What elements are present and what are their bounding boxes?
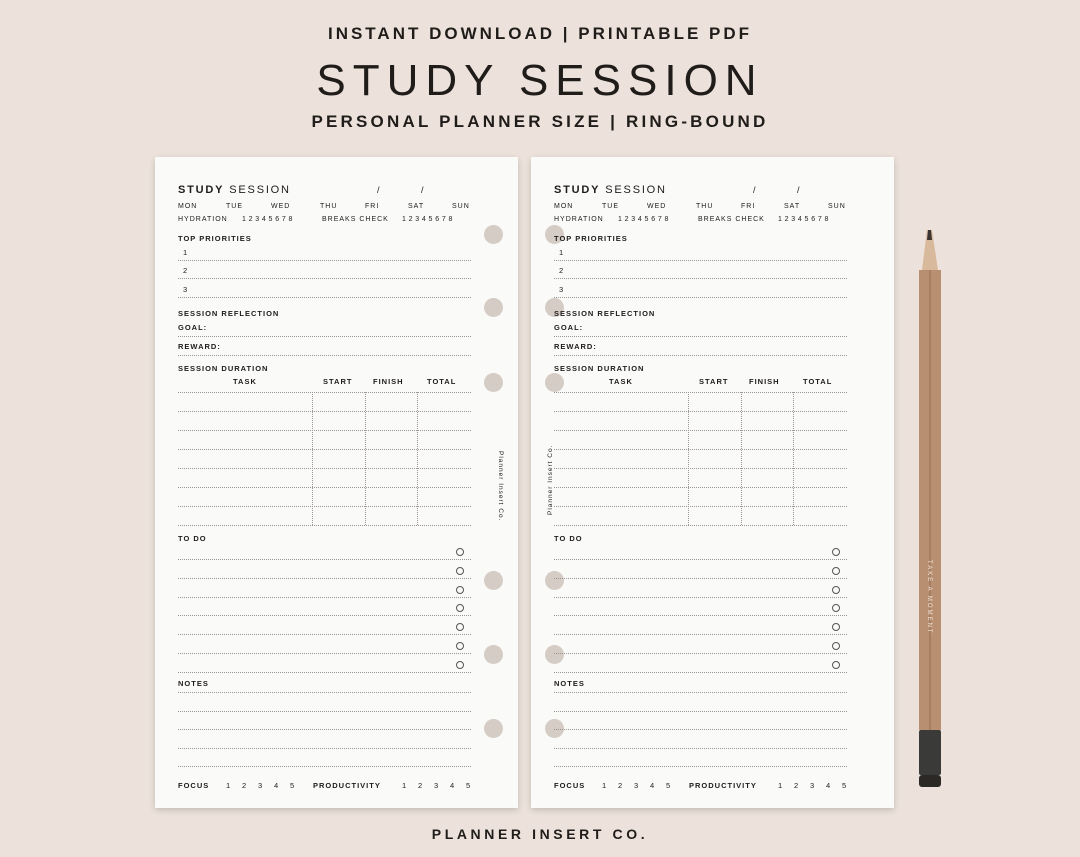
todo-checkbox — [832, 567, 840, 575]
reward-line — [554, 355, 847, 356]
priority-line — [554, 260, 847, 261]
reflection-label: SESSION REFLECTION — [554, 309, 656, 318]
todo-line — [554, 559, 847, 560]
notes-label: NOTES — [554, 679, 585, 688]
productivity-label: PRODUCTIVITY — [689, 781, 757, 790]
todo-label: TO DO — [178, 534, 207, 543]
column-header-task: TASK — [233, 377, 257, 386]
todo-checkbox — [456, 623, 464, 631]
weekday-sun: SUN — [828, 203, 846, 210]
table-row-line — [178, 449, 471, 450]
pencil-label: TAKE A MOMENT — [926, 560, 932, 635]
priority-number: 1 — [183, 248, 189, 257]
productivity-score: 5 — [466, 781, 472, 790]
pencil-image — [910, 230, 950, 790]
table-row-line — [554, 487, 847, 488]
priority-line — [178, 297, 471, 298]
todo-line — [554, 634, 847, 635]
focus-score: 4 — [274, 781, 280, 790]
productivity-score: 4 — [826, 781, 832, 790]
table-column-line — [417, 392, 418, 525]
table-row-line — [554, 430, 847, 431]
date-slash: / — [377, 185, 381, 195]
todo-line — [554, 615, 847, 616]
sheet-title-rest: SESSION — [605, 184, 667, 196]
column-header-task: TASK — [609, 377, 633, 386]
weekday-thu: THU — [320, 203, 338, 210]
productivity-score: 3 — [810, 781, 816, 790]
table-row-line — [178, 506, 471, 507]
table-row-line — [554, 525, 847, 526]
reflection-label: SESSION REFLECTION — [178, 309, 280, 318]
notes-line — [554, 692, 847, 693]
table-column-line — [365, 392, 366, 525]
hydration-scale: 1 2 3 4 5 6 7 8 — [618, 216, 669, 223]
productivity-score: 3 — [434, 781, 440, 790]
goal-line — [554, 336, 847, 337]
weekday-sun: SUN — [452, 203, 470, 210]
todo-checkbox — [456, 567, 464, 575]
weekday-sat: SAT — [784, 203, 801, 210]
priority-line — [178, 278, 471, 279]
priority-number: 3 — [559, 285, 565, 294]
notes-line — [178, 748, 471, 749]
todo-checkbox — [832, 604, 840, 612]
notes-line — [554, 711, 847, 712]
table-row-line — [554, 392, 847, 393]
notes-line — [178, 692, 471, 693]
column-header-total: TOTAL — [427, 377, 457, 386]
sheet-title — [554, 184, 667, 196]
date-slash: / — [797, 185, 801, 195]
table-row-line — [178, 487, 471, 488]
todo-line — [178, 634, 471, 635]
todo-checkbox — [456, 604, 464, 612]
planner-page-right — [531, 157, 894, 808]
table-row-line — [178, 468, 471, 469]
todo-checkbox — [456, 661, 464, 669]
priority-line — [178, 260, 471, 261]
table-column-line — [688, 392, 689, 525]
goal-label: GOAL: — [554, 323, 584, 332]
sheet-title-rest: SESSION — [229, 184, 291, 196]
focus-score: 4 — [650, 781, 656, 790]
sheet-title-bold: STUDY — [554, 184, 601, 196]
table-column-line — [741, 392, 742, 525]
binder-hole — [545, 571, 564, 590]
weekday-sat: SAT — [408, 203, 425, 210]
focus-label: FOCUS — [178, 781, 210, 790]
productivity-label: PRODUCTIVITY — [313, 781, 381, 790]
todo-line — [178, 559, 471, 560]
table-row-line — [554, 449, 847, 450]
weekday-tue: TUE — [602, 203, 619, 210]
binder-hole — [484, 298, 503, 317]
reward-line — [178, 355, 471, 356]
hydration-scale: 1 2 3 4 5 6 7 8 — [242, 216, 293, 223]
sheet-title-bold: STUDY — [178, 184, 225, 196]
reward-label: REWARD: — [554, 342, 597, 351]
priority-number: 1 — [559, 248, 565, 257]
notes-line — [554, 729, 847, 730]
todo-checkbox — [456, 586, 464, 594]
focus-score: 5 — [290, 781, 296, 790]
priorities-label: TOP PRIORITIES — [554, 234, 628, 243]
table-row-line — [178, 525, 471, 526]
notes-line — [178, 711, 471, 712]
weekday-wed: WED — [271, 203, 291, 210]
breaks-scale: 1 2 3 4 5 6 7 8 — [778, 216, 829, 223]
weekday-mon: MON — [178, 203, 198, 210]
todo-line — [178, 597, 471, 598]
weekday-mon: MON — [554, 203, 574, 210]
productivity-score: 4 — [450, 781, 456, 790]
weekday-fri: FRI — [741, 203, 756, 210]
todo-line — [554, 578, 847, 579]
notes-line — [554, 766, 847, 767]
planner-page-left — [155, 157, 518, 808]
todo-line — [178, 578, 471, 579]
weekday-thu: THU — [696, 203, 714, 210]
header-top-line: INSTANT DOWNLOAD | PRINTABLE PDF — [327, 24, 753, 43]
todo-checkbox — [832, 623, 840, 631]
table-column-line — [793, 392, 794, 525]
binder-hole — [484, 645, 503, 664]
table-row-line — [554, 506, 847, 507]
breaks-label: BREAKS CHECK — [698, 216, 765, 223]
focus-score: 1 — [226, 781, 232, 790]
hydration-label: HYDRATION — [178, 216, 228, 223]
todo-line — [178, 615, 471, 616]
focus-score: 3 — [258, 781, 264, 790]
brand-vertical: Planner Insert Co. — [547, 444, 554, 515]
page-title: STUDY SESSION — [316, 56, 764, 105]
focus-score: 5 — [666, 781, 672, 790]
sheet-title — [178, 184, 291, 196]
hydration-label: HYDRATION — [554, 216, 604, 223]
date-slash: / — [421, 185, 425, 195]
priority-number: 2 — [183, 266, 189, 275]
breaks-label: BREAKS CHECK — [322, 216, 389, 223]
todo-checkbox — [456, 548, 464, 556]
todo-line — [178, 653, 471, 654]
priorities-label: TOP PRIORITIES — [178, 234, 252, 243]
notes-line — [178, 766, 471, 767]
weekday-tue: TUE — [226, 203, 243, 210]
productivity-score: 5 — [842, 781, 848, 790]
weekday-wed: WED — [647, 203, 667, 210]
todo-line — [554, 653, 847, 654]
binder-hole — [484, 571, 503, 590]
breaks-scale: 1 2 3 4 5 6 7 8 — [402, 216, 453, 223]
pencil-ferrule — [919, 730, 941, 775]
column-header-finish: FINISH — [749, 377, 780, 386]
goal-label: GOAL: — [178, 323, 208, 332]
duration-label: SESSION DURATION — [178, 364, 269, 373]
header-subtitle: PERSONAL PLANNER SIZE | RING-BOUND — [311, 112, 769, 131]
focus-score: 3 — [634, 781, 640, 790]
productivity-score: 2 — [794, 781, 800, 790]
table-row-line — [178, 392, 471, 393]
notes-label: NOTES — [178, 679, 209, 688]
binder-hole — [484, 225, 503, 244]
priority-line — [554, 278, 847, 279]
column-header-total: TOTAL — [803, 377, 833, 386]
todo-checkbox — [832, 642, 840, 650]
priority-number: 2 — [559, 266, 565, 275]
productivity-score: 2 — [418, 781, 424, 790]
binder-hole — [484, 373, 503, 392]
todo-checkbox — [456, 642, 464, 650]
column-header-finish: FINISH — [373, 377, 404, 386]
todo-line — [554, 672, 847, 673]
todo-checkbox — [832, 586, 840, 594]
goal-line — [178, 336, 471, 337]
column-header-start: START — [699, 377, 729, 386]
table-row-line — [178, 430, 471, 431]
focus-label: FOCUS — [554, 781, 586, 790]
table-row-line — [554, 411, 847, 412]
productivity-score: 1 — [402, 781, 408, 790]
todo-line — [554, 597, 847, 598]
priority-number: 3 — [183, 285, 189, 294]
pencil-eraser — [919, 775, 941, 787]
table-row-line — [178, 411, 471, 412]
focus-score: 1 — [602, 781, 608, 790]
duration-label: SESSION DURATION — [554, 364, 645, 373]
weekday-fri: FRI — [365, 203, 380, 210]
todo-line — [178, 672, 471, 673]
notes-line — [178, 729, 471, 730]
todo-checkbox — [832, 661, 840, 669]
brand-footer: PLANNER INSERT CO. — [431, 826, 649, 842]
focus-score: 2 — [618, 781, 624, 790]
notes-line — [554, 748, 847, 749]
table-row-line — [554, 468, 847, 469]
column-header-start: START — [323, 377, 353, 386]
brand-vertical: Planner Insert Co. — [497, 451, 504, 522]
date-slash: / — [753, 185, 757, 195]
priority-line — [554, 297, 847, 298]
todo-checkbox — [832, 548, 840, 556]
productivity-score: 1 — [778, 781, 784, 790]
table-column-line — [312, 392, 313, 525]
focus-score: 2 — [242, 781, 248, 790]
reward-label: REWARD: — [178, 342, 221, 351]
binder-hole — [545, 645, 564, 664]
binder-hole — [484, 719, 503, 738]
todo-label: TO DO — [554, 534, 583, 543]
binder-hole — [545, 373, 564, 392]
